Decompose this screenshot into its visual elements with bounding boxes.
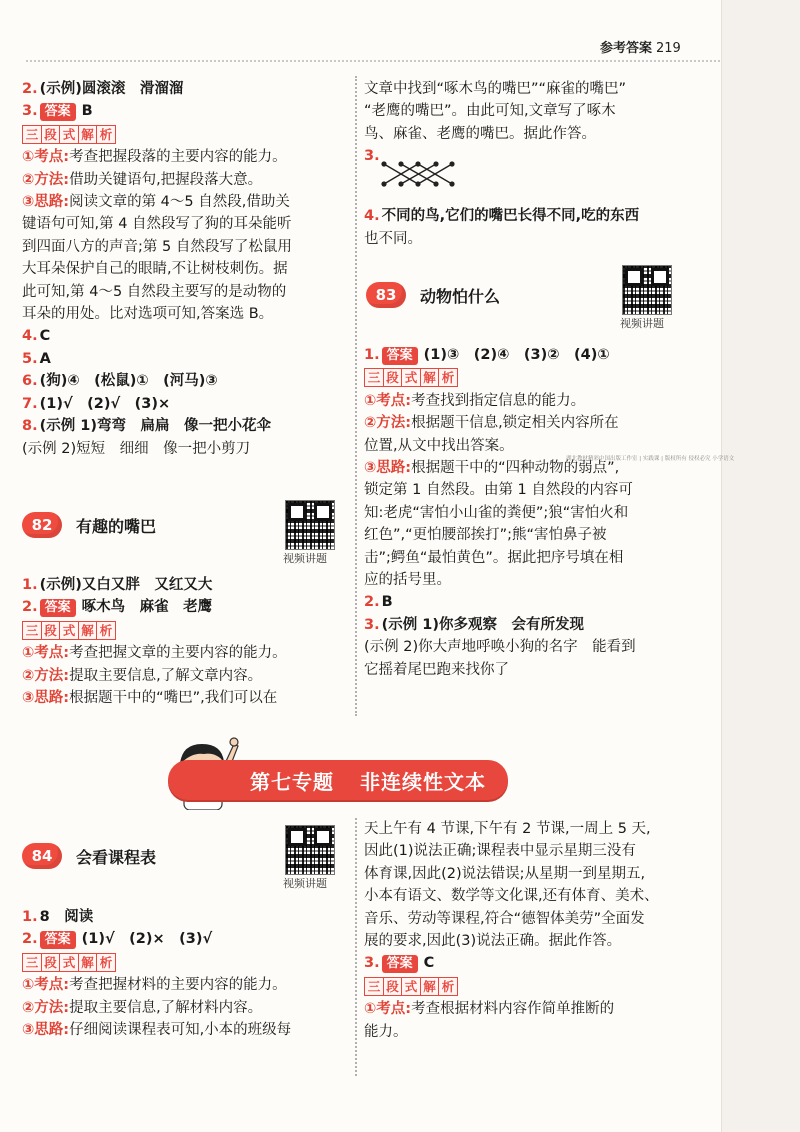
question-number: 2. (22, 81, 38, 97)
line-text: 鸟、麻雀、老鹰的嘴巴。据此作答。 (364, 125, 596, 142)
line-text: 音乐、劳动等课程,符合“德智体美劳”全面发 (364, 910, 645, 927)
line-text: 借助关键语句,把握段落大意。 (69, 171, 263, 188)
text-line (364, 479, 704, 501)
topic-banner (168, 760, 508, 800)
analysis-label: ①考点: (22, 645, 70, 662)
qr-code-icon[interactable] (285, 500, 335, 550)
text-line (22, 438, 352, 460)
text-line (22, 665, 352, 687)
line-text: 文章中找到“啄木鸟的嘴巴”“麻雀的嘴巴” (364, 81, 627, 97)
header-rule (26, 60, 720, 62)
analysis-tag-char: 析 (96, 621, 116, 640)
analysis-tag (22, 125, 115, 144)
text-line (364, 569, 704, 591)
text-line (364, 908, 704, 930)
text-line (22, 393, 352, 415)
line-text: 知:老虎“害怕小山雀的粪便”;狼“害怕火和 (364, 504, 629, 521)
question-number: 1. (22, 577, 38, 593)
right-column-middle (364, 344, 704, 681)
analysis-label: ①考点: (364, 392, 412, 409)
analysis-tag-char: 式 (59, 125, 79, 144)
analysis-tag-char: 段 (41, 125, 61, 144)
text-line (22, 370, 352, 392)
question-number: 3. (364, 148, 380, 165)
question-number: 2. (364, 594, 380, 611)
question-number: 3. (364, 616, 380, 633)
text-line (364, 344, 704, 366)
text-line (22, 974, 352, 996)
line-text: (示例 2)你大声地呼唤小狗的名字 能看到 (364, 639, 636, 656)
analysis-tag-char: 段 (41, 953, 61, 972)
line-text: 因此(1)说法正确;课程表中显示星期三没有 (364, 843, 636, 860)
analysis-tag-char: 析 (438, 977, 458, 996)
line-text: 红色”,“更怕腰部挨打”;熊“害怕鼻子被 (364, 527, 607, 544)
text-line (364, 818, 704, 840)
analysis-tag-char: 式 (59, 621, 79, 640)
running-header (600, 37, 681, 56)
analysis-tag (364, 368, 457, 387)
line-text: 8 阅读 (39, 909, 94, 925)
line-text: A (39, 350, 51, 367)
text-line (22, 906, 352, 928)
header-title: 参考答案 (600, 41, 653, 56)
line-text: (1)√ (2)√ (3)× (39, 395, 171, 412)
text-line (22, 642, 352, 664)
analysis-tag (22, 953, 115, 972)
page-edge (721, 0, 800, 1132)
answer-tag: 答案 (40, 931, 76, 949)
line-text: 到四面八方的声音;第 5 自然段写了松鼠用 (22, 238, 292, 255)
section-number: 83 (366, 282, 406, 308)
section-number: 82 (22, 512, 62, 538)
text-line (364, 78, 704, 100)
text-line (22, 687, 352, 709)
line-text: 考查根据材料内容作简单推断的 (411, 1001, 615, 1018)
qr-label: 视频讲题 (283, 877, 327, 890)
text-line (364, 524, 704, 546)
line-text: 天上午有 4 节课,下午有 2 节课,一周上 5 天, (364, 821, 651, 837)
line-text: “老鹰的嘴巴”。由此可知,文章写了啄木 (364, 103, 616, 120)
question-number: 3. (364, 955, 380, 972)
analysis-tag-char: 解 (420, 368, 440, 387)
section-title: 有趣的嘴巴 (76, 516, 157, 536)
line-text: C (423, 955, 435, 972)
analysis-tag-char: 解 (78, 953, 98, 972)
section-83-header (366, 282, 500, 308)
line-text: (示例 2)短短 细细 像一把小剪刀 (22, 440, 251, 457)
right-column-bottom (364, 818, 704, 1043)
text-line (364, 390, 704, 412)
page-number: 219 (656, 41, 681, 56)
text-line (22, 281, 352, 303)
line-text: (狗)④ (松鼠)① (河马)③ (39, 373, 218, 390)
print-stamp: 湖北教材精彩中国出版工作室 | 实践课 | 版权所有 侵权必究 小学语文 (566, 456, 735, 462)
line-text: (示例)圆滚滚 滑溜溜 (39, 81, 184, 97)
line-text: 锁定第 1 自然段。由第 1 自然段的内容可 (364, 482, 633, 499)
text-line (364, 100, 704, 122)
question-number: 3. (22, 103, 38, 120)
answer-tag: 答案 (40, 103, 76, 121)
qr-label: 视频讲题 (283, 552, 327, 565)
text-line (364, 930, 704, 952)
analysis-tag-char: 析 (96, 125, 116, 144)
text-line (364, 614, 704, 636)
analysis-tag-char: 三 (364, 368, 384, 387)
text-line (22, 997, 352, 1019)
line-text: 击”;鳄鱼“最怕黄色”。据此把序号填在相 (364, 549, 624, 566)
text-line (364, 591, 704, 613)
line-text: 考查把握段落的主要内容的能力。 (69, 149, 287, 166)
section-title: 会看课程表 (76, 847, 157, 867)
text-line (364, 659, 704, 681)
analysis-tag-char: 析 (438, 368, 458, 387)
line-text: 仔细阅读课程表可知,小本的班级每 (69, 1022, 292, 1039)
answer-tag: 答案 (40, 599, 76, 617)
matching-lines-diagram (380, 160, 458, 188)
question-number: 7. (22, 395, 38, 412)
text-line (22, 78, 352, 100)
left-column-bottom (22, 906, 352, 1041)
analysis-tag-char: 式 (401, 368, 421, 387)
line-text: 能力。 (364, 1023, 408, 1040)
line-text: 考查把握材料的主要内容的能力。 (69, 977, 287, 994)
analysis-label: ①考点: (364, 1001, 412, 1018)
analysis-label: ②方法: (22, 171, 70, 188)
qr-label: 视频讲题 (620, 317, 664, 330)
analysis-label: ③思路: (364, 460, 412, 477)
analysis-tag-char: 解 (78, 125, 98, 144)
analysis-tag-char: 三 (22, 953, 42, 972)
text-line (22, 1019, 352, 1041)
section-82-header (22, 512, 156, 538)
text-line (364, 998, 704, 1020)
line-text: 小本有语文、数学等文化课,还有体育、美术、 (364, 888, 659, 905)
text-line (364, 412, 704, 434)
qr-code-icon[interactable] (622, 265, 672, 315)
analysis-tag-char: 式 (401, 977, 421, 996)
answer-tag: 答案 (382, 955, 418, 973)
analysis-tag-char: 式 (59, 953, 79, 972)
line-text: 耳朵的用处。比对选项可知,答案选 B。 (22, 306, 274, 323)
text-line (22, 415, 352, 437)
question-number: 1. (364, 347, 380, 363)
text-line (364, 1021, 704, 1043)
text-line (364, 952, 704, 974)
column-divider-bottom (355, 818, 357, 1076)
left-column-top (22, 78, 352, 460)
line-text: 此可知,第 4～5 自然段主要写的是动物的 (22, 283, 287, 300)
line-text: 也不同。 (364, 230, 422, 247)
analysis-label: ③思路: (22, 194, 70, 211)
line-text: B (381, 594, 393, 611)
analysis-tag-char: 三 (364, 977, 384, 996)
question-number: 1. (22, 909, 38, 925)
text-line (22, 213, 352, 235)
question-number: 2. (22, 599, 38, 616)
analysis-tag (364, 977, 457, 996)
line-text: 大耳朵保护自己的眼睛,不让树枝刺伤。据 (22, 261, 288, 278)
text-line (22, 191, 352, 213)
analysis-label: ③思路: (22, 1022, 70, 1039)
analysis-tag-char: 三 (22, 621, 42, 640)
banner-topic: 第七专题 (250, 769, 334, 794)
line-text: 根据题干信息,锁定相关内容所在 (411, 415, 619, 432)
analysis-tag-char: 解 (420, 977, 440, 996)
answer-tag: 答案 (382, 347, 418, 365)
text-line (22, 100, 352, 122)
section-84-header (22, 843, 156, 869)
line-text: 位置,从文中找出答案。 (364, 437, 514, 454)
line-text: 啄木鸟 麻雀 老鹰 (81, 599, 213, 616)
text-line (364, 502, 704, 524)
analysis-label: ②方法: (364, 415, 412, 432)
text-line (364, 205, 704, 227)
line-text: 它摇着尾巴跑来找你了 (364, 661, 509, 678)
line-text: (1)√ (2)× (3)√ (81, 931, 213, 948)
question-number: 4. (22, 328, 38, 345)
line-text: 考查找到指定信息的能力。 (411, 392, 586, 409)
analysis-tag (22, 621, 115, 640)
line-text: 提取主要信息,了解材料内容。 (69, 999, 263, 1016)
text-line (364, 636, 704, 658)
text-line (364, 228, 704, 250)
column-divider-top (355, 76, 357, 716)
section-number: 84 (22, 843, 62, 869)
question-number: 2. (22, 931, 38, 948)
line-text: 考查把握文章的主要内容的能力。 (69, 645, 287, 662)
text-line (22, 303, 352, 325)
line-text: (示例 1)弯弯 扁扁 像一把小花伞 (39, 418, 271, 435)
line-text: 体育课,因此(2)说法错误;从星期一到星期五, (364, 865, 646, 882)
text-line (22, 348, 352, 370)
text-line (22, 928, 352, 950)
line-text: (示例)又白又胖 又红又大 (39, 577, 213, 593)
text-line (364, 885, 704, 907)
analysis-label: ②方法: (22, 667, 70, 684)
question-number: 6. (22, 373, 38, 390)
analysis-label: ①考点: (22, 149, 70, 166)
analysis-label: ②方法: (22, 999, 70, 1016)
analysis-tag-char: 解 (78, 621, 98, 640)
line-text: 键语句可知,第 4 自然段写了狗的耳朵能听 (22, 216, 292, 233)
analysis-tag-char: 段 (383, 368, 403, 387)
question-number: 4. (364, 208, 380, 225)
text-line (364, 863, 704, 885)
line-text: 提取主要信息,了解文章内容。 (69, 667, 263, 684)
line-text: 不同的鸟,它们的嘴巴长得不同,吃的东西 (381, 208, 640, 225)
question-number: 5. (22, 350, 38, 367)
line-text: 应的括号里。 (364, 572, 451, 589)
line-text: B (81, 103, 93, 120)
analysis-tag-char: 三 (22, 125, 42, 144)
qr-code-icon[interactable] (285, 825, 335, 875)
text-line (22, 574, 352, 596)
left-column-middle (22, 574, 352, 709)
section-title: 动物怕什么 (420, 286, 501, 306)
line-text: C (39, 328, 51, 345)
text-line (364, 840, 704, 862)
analysis-label: ①考点: (22, 977, 70, 994)
line-text: 根据题干中的“嘴巴”,我们可以在 (69, 690, 278, 707)
text-line (22, 596, 352, 618)
analysis-tag-char: 段 (41, 621, 61, 640)
banner-subtitle: 非连续性文本 (360, 769, 486, 794)
line-text: 阅读文章的第 4～5 自然段,借助关 (69, 194, 290, 211)
text-line (22, 325, 352, 347)
text-line (22, 236, 352, 258)
text-line (22, 258, 352, 280)
line-text: (1)③ (2)④ (3)② (4)① (423, 347, 610, 363)
text-line (22, 146, 352, 168)
text-line (22, 169, 352, 191)
line-text: 根据题干中的“四种动物的弱点”, (411, 460, 620, 477)
analysis-tag-char: 段 (383, 977, 403, 996)
analysis-tag-char: 析 (96, 953, 116, 972)
line-text: (示例 1)你多观察 会有所发现 (381, 616, 584, 633)
line-text: 展的要求,因此(3)说法正确。据此作答。 (364, 933, 622, 950)
question-number: 8. (22, 418, 38, 435)
text-line (364, 547, 704, 569)
text-line (364, 123, 704, 145)
analysis-label: ③思路: (22, 690, 70, 707)
